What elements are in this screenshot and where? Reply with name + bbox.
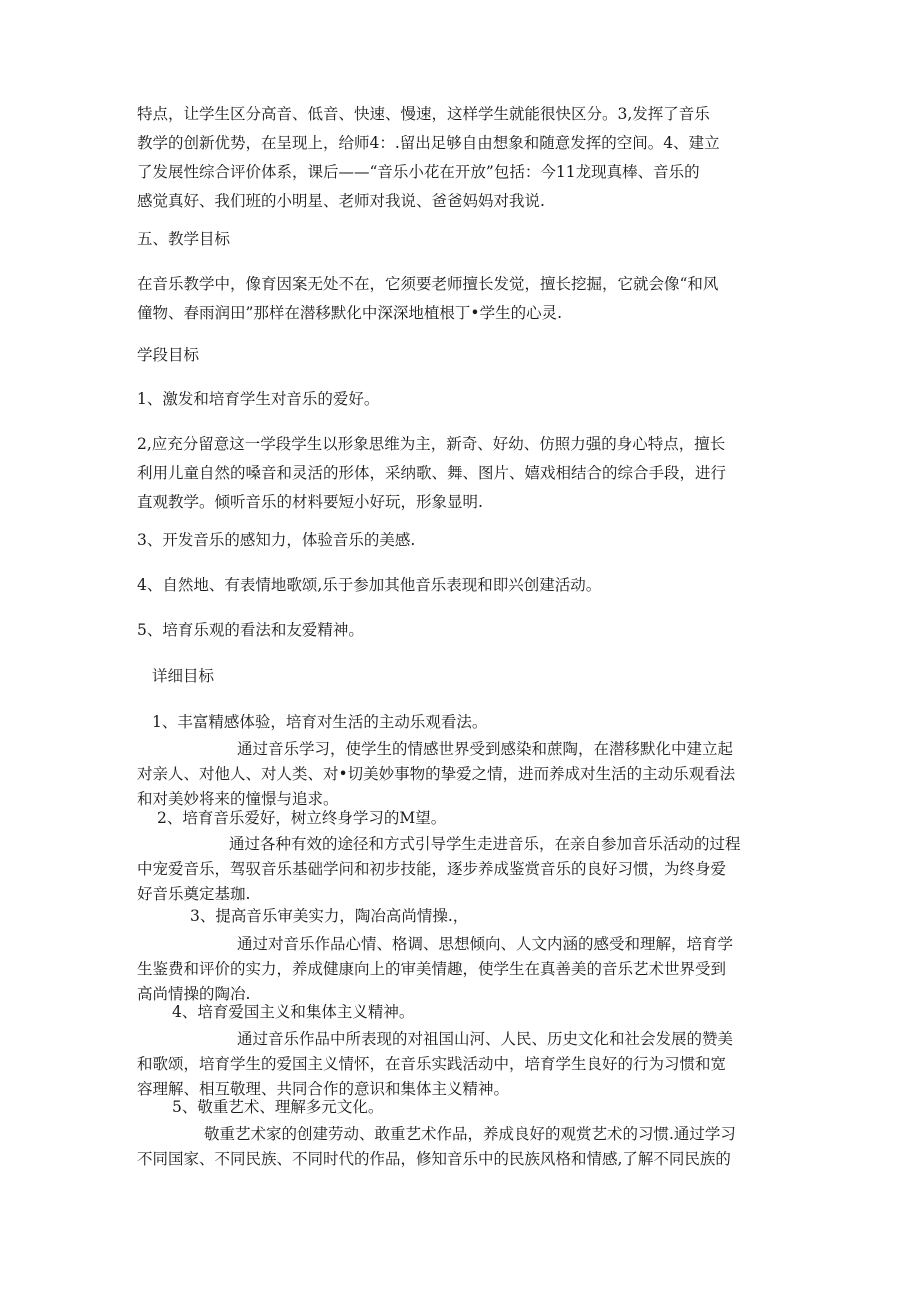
text-line: 感觉真好、我们班的小明星、老师对我说、爸爸妈妈对我说. [137,192,545,210]
text-line: 利用儿童自然的嗓音和灵活的形体，采纳歌、舞、图片、嬉戏相结合的综合手段，进行 [137,464,727,482]
text-line: 教学的创新优势，在呈现上，给师4：.留出足够自由想象和随意发挥的空间。4、建立 [137,134,720,152]
text-line: 2,应充分留意这一学段学生以形象思维为主，新奇、好幼、仿照力强的身心特点，擅长 [137,435,726,453]
goal-heading: 1、丰富精感体验，培育对生活的主动乐观看法。 [152,713,488,731]
text-line: 通过各种有效的途径和方式引导学生走进音乐，在亲自参加音乐活动的过程 [229,835,741,853]
intro-paragraph [137,100,777,216]
text-line: 通过音乐学习，使学生的情感世界受到感染和蔗陶，在潜移默化中建立起 [237,740,734,758]
text-line: 3、开发音乐的感知力，体验音乐的美感. [137,531,416,549]
text-line: 和歌颂，培育学生的爱国主义情怀，在音乐实践活动中，培育学生良好的行为习惯和宽 [137,1055,727,1073]
text-line: 生鉴费和评价的实力，养成健康向上的审美情趣，使学生在真善美的音乐艺术世界受到 [137,960,727,978]
text-line: 通过音乐作品中所表现的对祖国山河、人民、历史文化和社会发展的赞美 [237,1030,734,1048]
text-line: 直观教学。倾听音乐的材料要短小好玩，形象显明. [137,493,483,511]
text-line: 了发展性综合评价体系，课后——“音乐小花在开放”包括：今11龙现真棒、音乐的 [137,163,700,181]
goal-body [137,832,777,907]
text-line: 对亲人、对他人、对人类、对•切美妙事物的挚爱之情，进而养成对生活的主动乐观看法 [137,765,736,783]
section-heading: 五、教学目标 [137,230,231,248]
subsection-heading: 学段目标 [137,346,200,364]
list-item [137,526,777,555]
text-line: 高尚情操的陶冶. [137,985,251,1003]
text-line: 4、自然地、有表情地歌颂,乐于参加其他音乐表现和即兴创建活动。 [137,576,602,594]
text-line: 僮物、春雨润田”那样在潜移默化中深深地植根丁•学生的心灵. [137,304,562,322]
list-item [137,616,777,645]
goal-heading: 4、培育爱国主义和集体主义精神。 [172,1003,415,1021]
list-item [137,430,777,517]
text-line: 在音乐教学中，像育因案无处不在，它须要老师擅长发觉，擅长挖掘，它就会像“和风 [137,275,719,293]
text-line: 容理解、相互敬理、共同合作的意识和集体主义精神。 [137,1080,510,1098]
goal-body [137,1027,777,1102]
text-line: 敬重艺术家的创建劳动、敢重艺术作品，养成良好的观赏艺术的习惯.通过学习 [204,1125,736,1143]
text-line: 1、激发和培育学生对音乐的爱好。 [137,390,380,408]
text-line: 中宠爱音乐，驾驭音乐基础学问和初步技能，逐步养成鉴赏音乐的良好习惯，为终身爱 [137,860,727,878]
goal-heading: 3、提高音乐审美实力，陶冶高尚情操.， [190,907,469,925]
text-line: 5、培育乐观的看法和友爱精神。 [137,621,364,639]
goal-body [137,737,777,812]
text-line: 特点，让学生区分高音、低音、快速、慢速，这样学生就能很快区分。3,发挥了音乐 [137,105,710,123]
text-line: 好音乐奠定基珈. [137,885,251,903]
list-item [137,571,777,600]
list-item [137,385,777,414]
goal-body [137,1122,777,1172]
subsection-heading: 详细目标 [152,667,215,685]
goal-heading: 2、培育音乐爱好，树立终身学习的M望。 [157,809,447,827]
goal-body [137,932,777,1007]
text-line: 和对美妙将来的憧憬与追求。 [137,790,339,808]
text-line: 通过对音乐作品心情、格调、思想倾向、人文内涵的感受和理解，培育学 [237,935,734,953]
text-line: 不同国家、不同民族、不同时代的作品，修知音乐中的民族风格和情感,了解不同民族的 [137,1150,731,1168]
goal-heading: 5、敬重艺术、理解多元文化。 [172,1098,384,1116]
section-paragraph [137,270,777,328]
